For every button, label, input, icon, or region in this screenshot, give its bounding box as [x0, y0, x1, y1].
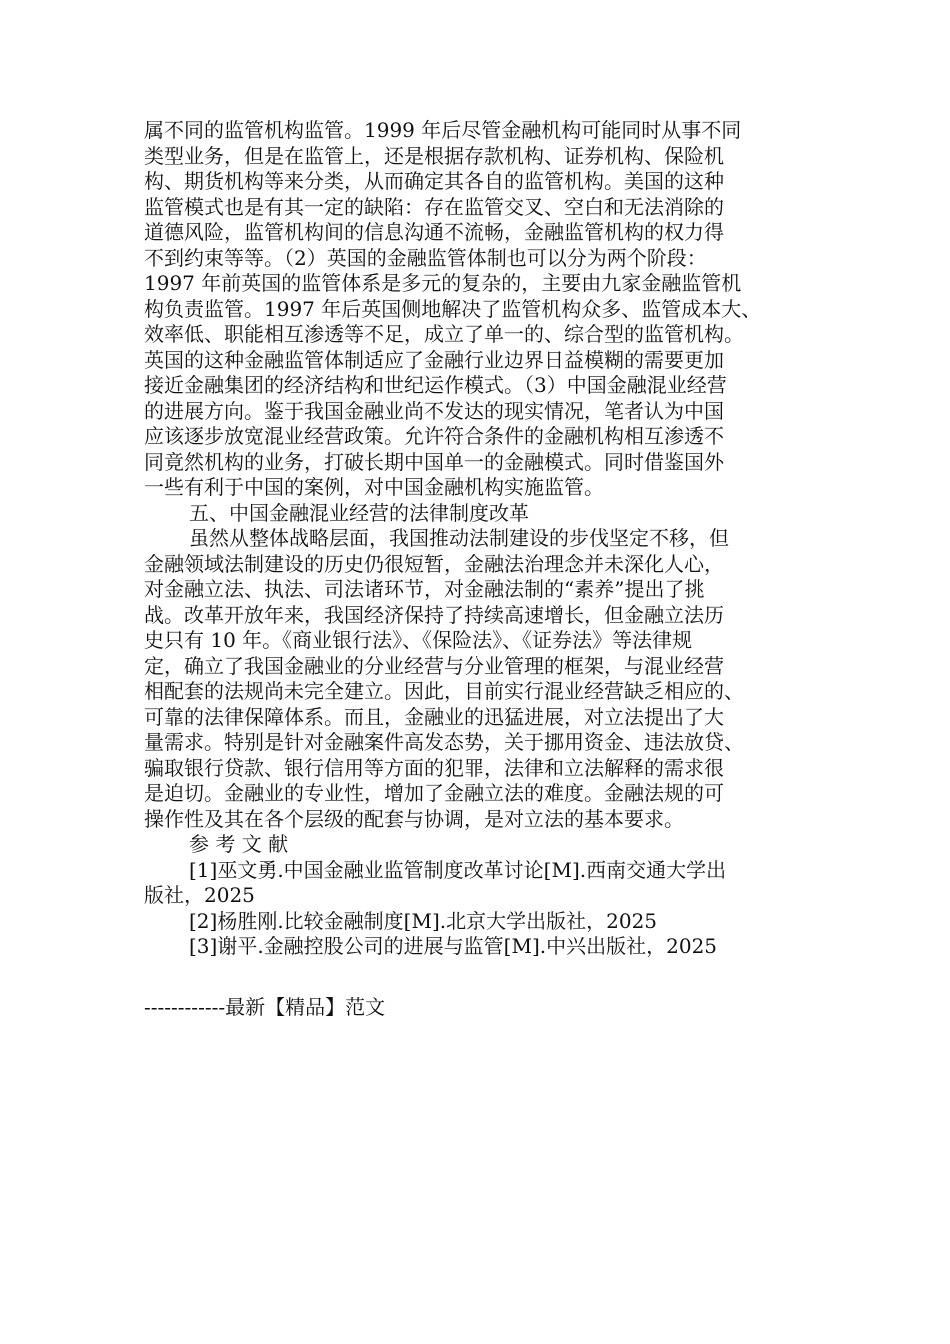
page-footer: ------------最新【精品】范文: [144, 995, 386, 1019]
text-line: 英国的这种金融监管体制适应了金融行业边界日益模糊的需要更加: [144, 347, 724, 372]
text-line: 金融领域法制建设的历史仍很短暂，金融法治理念并未深化人心，: [144, 551, 724, 576]
reference-list: [144, 858, 810, 960]
text-line: 构负责监管。1997 年后英国侧地解决了监管机构众多、监管成本大、: [144, 296, 762, 321]
text-line: 战。改革开放年来，我国经济保持了持续高速增长，但金融立法历: [144, 602, 724, 627]
text-line: 1997 年前英国的监管体系是多元的复杂的，主要由九家金融监管机: [144, 271, 742, 295]
reference-text: [3]谢平.金融控股公司的进展与监管[M].中兴出版社，2025: [189, 934, 718, 958]
reference-item: [144, 858, 810, 909]
references-heading: 参 考 文 献: [189, 832, 289, 856]
text-line: 骗取银行贷款、银行信用等方面的犯罪，法律和立法解释的需求很: [144, 755, 724, 780]
text-line: 监管模式也是有其一定的缺陷：存在监管交叉、空白和无法消除的: [144, 194, 724, 219]
text-line: 道德风险，监管机构间的信息沟通不流畅，金融监管机构的权力得: [144, 220, 724, 244]
reference-text: [2]杨胜刚.比较金融制度[M].北京大学出版社，2025: [189, 908, 658, 933]
text-line: 定，确立了我国金融业的分业经营与分业管理的框架，与混业经营: [144, 653, 724, 678]
text-line: 的进展方向。鉴于我国金融业尚不发达的现实情况，笔者认为中国: [144, 398, 724, 423]
reference-item: [144, 909, 810, 935]
document-page: [144, 118, 810, 960]
text-line: 效率低、职能相互渗透等不足，成立了单一的、综合型的监管机构。: [144, 322, 744, 346]
text-line: 构、期货机构等来分类，从而确定其各自的监管机构。美国的这种: [144, 169, 724, 193]
text-line: 虽然从整体战略层面，我国推动法制建设的步伐坚定不移，但: [189, 526, 729, 550]
text-line: 相配套的法规尚未完全建立。因此，目前实行混业经营缺乏相应的、: [144, 679, 744, 703]
text-line: 应该逐步放宽混业经营政策。允许符合条件的金融机构相互渗透不: [144, 424, 724, 448]
reference-item: [144, 934, 810, 960]
text-line: 史只有 10 年。《商业银行法》、《保险法》、《证券法》等法律规: [144, 628, 693, 652]
text-line: 类型业务，但是在监管上，还是根据存款机构、证券机构、保险机: [144, 143, 724, 168]
text-line: 一些有利于中国的案例，对中国金融机构实施监管。: [144, 475, 604, 499]
text-line: 属不同的监管机构监管。1999 年后尽管金融机构可能同时从事不同: [144, 118, 742, 142]
section-paragraph: [144, 526, 810, 832]
text-line: 是迫切。金融业的专业性，增加了金融立法的难度。金融法规的可: [144, 781, 724, 805]
text-line: 可靠的法律保障体系。而且，金融业的迅猛进展，对立法提出了大: [144, 704, 724, 729]
text-line: 同竟然机构的业务，打破长期中国单一的金融模式。同时借鉴国外: [144, 449, 724, 474]
reference-text-continued: 版社，2025: [144, 883, 255, 907]
reference-text: [1]巫文勇.中国金融业监管制度改革讨论[M].西南交通大学出: [189, 857, 727, 882]
text-line: 不到约束等等。（2）英国的金融监管体制也可以分为两个阶段：: [144, 245, 707, 270]
section-heading: 五、中国金融混业经营的法律制度改革: [189, 500, 529, 525]
text-line: 接近金融集团的经济结构和世纪运作模式。（3）中国金融混业经营: [144, 373, 727, 397]
text-line: 量需求。特别是针对金融案件高发态势，关于挪用资金、违法放贷、: [144, 730, 744, 754]
text-line: 对金融立法、执法、司法诸环节，对金融法制的“素养”提出了挑: [144, 577, 705, 601]
body-paragraph: [144, 118, 810, 501]
text-line: 操作性及其在各个层级的配套与协调，是对立法的基本要求。: [144, 806, 684, 831]
